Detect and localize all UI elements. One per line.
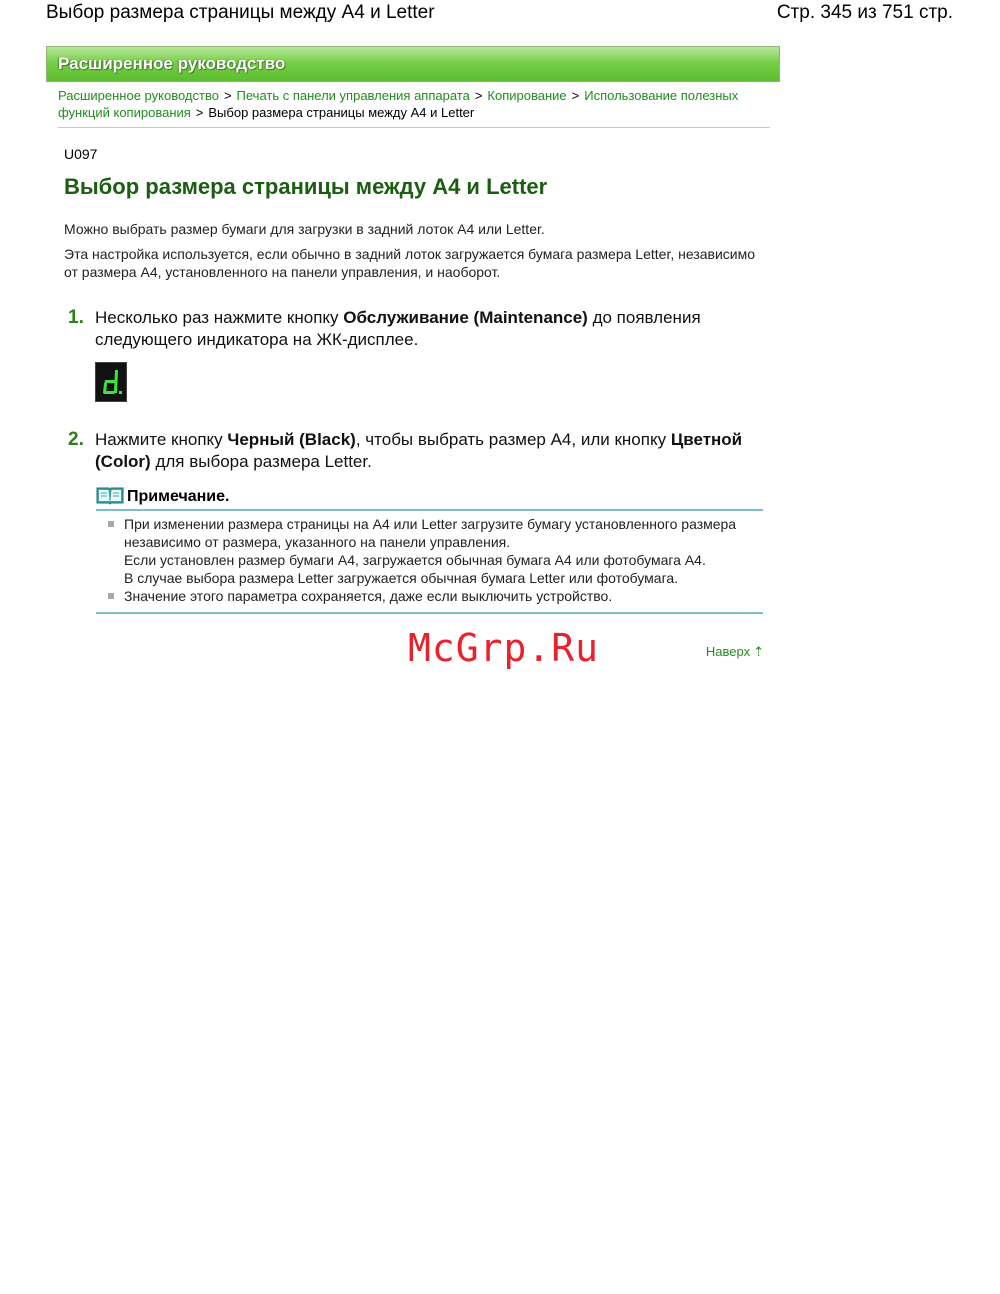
bullet-icon [108, 521, 114, 527]
back-to-top-link[interactable] [706, 644, 764, 660]
section-banner [46, 46, 780, 82]
breadcrumb-link-guide[interactable]: Расширенное руководство [58, 88, 219, 103]
step-number: 2. [68, 429, 84, 450]
breadcrumb-separator: > [571, 88, 580, 103]
watermark: McGrp.Ru [408, 626, 600, 670]
breadcrumb-separator: > [223, 88, 232, 103]
page-counter: Стр. 345 из 751 стр. [776, 2, 953, 23]
breadcrumb [58, 87, 770, 121]
note-line: При изменении размера страницы на A4 или Letter загрузите бумагу установленного размера независимо от размера, указанного на панели управления. [124, 516, 737, 550]
step-text-part: до появления следующего индикатора на ЖК-дисплее. [95, 308, 701, 349]
note-line: Значение этого параметра сохраняется, даже если выключить устройство. [124, 588, 613, 604]
page-title: Выбор размера страницы между A4 и Letter [64, 174, 548, 199]
breadcrumb-link-panel-printing[interactable]: Печать с панели управления аппарата [236, 88, 470, 103]
intro-paragraph: Эта настройка используется, если обычно в задний лоток загружается бумага размера Letter, независимо от размера A4, установленного на панели управления, и наоборот. [64, 246, 756, 280]
button-name-color: Цветной (Color) [95, 430, 743, 471]
step-text-part: для выбора размера Letter. [150, 452, 372, 471]
breadcrumb-separator: > [474, 88, 483, 103]
lcd-d-glyph [96, 363, 126, 401]
book-icon [96, 485, 124, 505]
arrow-up-icon: ⇡ [753, 644, 764, 659]
intro-text [64, 220, 764, 288]
intro-paragraph: Можно выбрать размер бумаги для загрузки в задний лоток A4 или Letter. [64, 221, 545, 237]
step-text [95, 429, 755, 473]
button-name-maintenance: Обслуживание (Maintenance) [343, 308, 588, 327]
divider [58, 127, 770, 128]
section-code: U097 [64, 146, 98, 162]
bullet-icon [108, 593, 114, 599]
button-name-black: Черный (Black) [227, 430, 356, 449]
note-label: Примечание. [127, 488, 230, 505]
note-item [108, 515, 758, 587]
note-item [108, 587, 758, 605]
breadcrumb-link-copy-functions[interactable]: Использование полезных функций копирования [58, 88, 739, 120]
step-text [95, 307, 755, 351]
document-title: Выбор размера страницы между А4 и Letter [46, 2, 435, 23]
breadcrumb-current: Выбор размера страницы между А4 и Letter [208, 105, 475, 120]
note-list [108, 515, 758, 605]
step-text-part: , чтобы выбрать размер A4, или кнопку [355, 430, 671, 449]
page-header [0, 0, 1000, 30]
lcd-indicator-image [95, 362, 127, 402]
step-text-part: Несколько раз нажмите кнопку [95, 308, 344, 327]
note-header [96, 485, 763, 511]
note-line: Если установлен размер бумаги A4, загружается обычная бумага A4 или фотобумага A4. [124, 552, 706, 568]
back-to-top-label: Наверх [705, 644, 751, 659]
note-divider [96, 612, 763, 614]
banner-title: Расширенное руководство [58, 54, 286, 73]
breadcrumb-link-copying[interactable]: Копирование [487, 88, 567, 103]
note-line: В случае выбора размера Letter загружается обычная бумага Letter или фотобумага. [124, 570, 679, 586]
step-text-part: Нажмите кнопку [95, 430, 228, 449]
step-number: 1. [68, 307, 84, 328]
breadcrumb-separator: > [195, 105, 204, 120]
